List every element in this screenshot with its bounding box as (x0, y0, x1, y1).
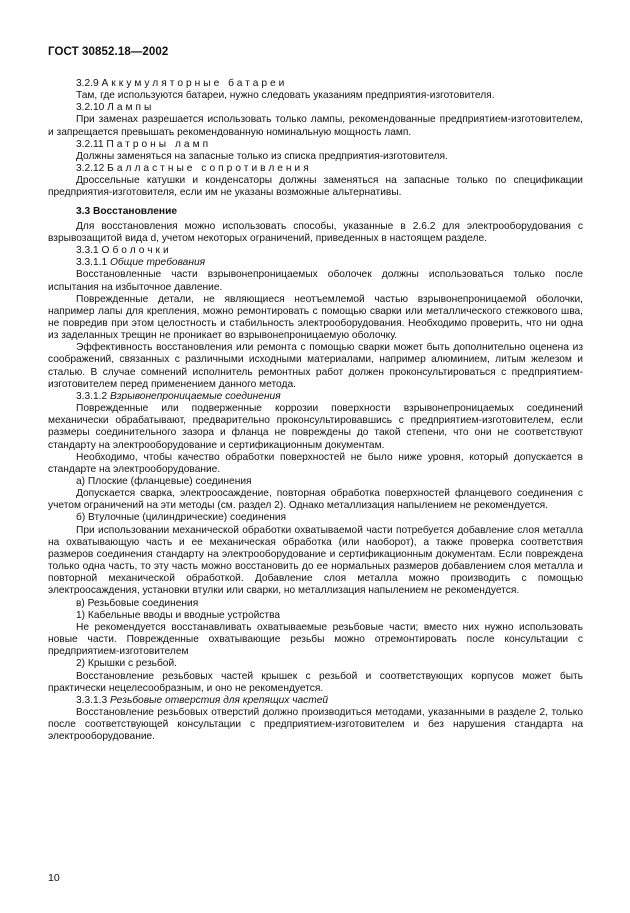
paragraph: Для восстановления можно использовать способы, указанные в 2.6.2 для электрооборудования с взрывозащитой вида d, учетом некоторых ограничений, приведенных в настоящем разделе. (48, 220, 583, 244)
paragraph: Дроссельные катушки и конденсаторы должны заменяться на запасные только по спецификации предприятия-изготовителя, если им не указаны возможные альтернативы. (48, 175, 583, 199)
list-item: а) Плоские (фланцевые) соединения (76, 476, 252, 487)
paragraph: При использовании механической обработки охватываемой части потребуется добавление слоя металла на охватывающую часть и ее механическая обработка (или наоборот), а также проверка соответствия размеров соединения стандарту на электрооборудование и сертификационным документам. Если повреждена только одна часть, то эту часть можно восстановить до ее нормальных размеров добавлением слоя металла и повторной механической обработкой. Добавление слоя металла можно производить с помощью электроосаждения, установки втулки или сварки, но металлизация напылением не рекомендуется. (48, 524, 583, 597)
subsection-heading: 3.2.10 Лампы (76, 102, 155, 114)
list-item: в) Резьбовые соединения (76, 597, 199, 609)
paragraph: Там, где используются батареи, нужно следовать указаниям предприятия-изготовителя. (76, 90, 495, 102)
page-number: 10 (48, 872, 60, 884)
subsection-heading: 3.3.1.3 Резьбовые отверстия для крепящих частей (76, 694, 329, 706)
paragraph: Восстановленные части взрывонепроницаемых оболочек должны использоваться только после испытания на избыточное давление. (48, 269, 583, 293)
paragraph: Допускается сварка, электроосаждение, повторная обработка поверхностей фланцевого соединения с учетом ограничений на эти методы (см. раздел 2). Однако металлизация напылением не рекомендуется. (48, 488, 583, 512)
section-heading: 3.3 Восстановление (76, 205, 178, 217)
subsection-heading: 3.3.1.1 Общие требования (76, 257, 206, 269)
paragraph: Восстановление резьбовых частей крышек с резьбой и соответствующих корпусов может быть практически нецелесообразным, и оно не рекомендуется. (48, 670, 583, 694)
paragraph: Необходимо, чтобы качество обработки поверхностей не было ниже уровня, который допускается в стандарте на электрооборудование. (48, 451, 583, 475)
paragraph: Эффективность восстановления или ремонта с помощью сварки может быть дополнительно оценена из соображений, связанных с различными исходными материалами, например алюминием, литым железом и сталью. В случае сомнений исполнитель ремонтных работ должен проконсультироваться с предприятием-изготовителем перед применением данного метода. (48, 342, 583, 390)
paragraph: Поврежденные или подверженные коррозии поверхности взрывонепроницаемых соединений механически обрабатывают, предварительно проконсультировавшись с предприятием-изготовителем, если размеры соединительного зазора и фланца не повреждены до такой степени, что они не соответствуют стандарту на электрооборудование и сертификационным документам. (48, 403, 583, 451)
subsection-heading: 3.2.9 Аккумуляторные батареи (76, 78, 288, 89)
list-item: б) Втулочные (цилиндрические) соединения (76, 512, 287, 524)
paragraph: Не рекомендуется восстанавливать охватываемые резьбовые части; вместо них нужно использовать новые части. Поврежденные охватывающие резьбы можно отремонтировать после консультации с предприятием-изготовителем (48, 621, 583, 658)
subsection-heading: 3.3.1 Оболочки (76, 245, 172, 257)
paragraph: Поврежденные детали, не являющиеся неотъемлемой частью взрывонепроницаемой оболочки, например лапы для крепления, можно ремонтировать с помощью сварки или металлического стежкового шва, не повредив при этом целостность и стабильность электрооборудования. Необходимо проверить, что ни одна из заделанных трещин не проникает во взрывонепроницаемую оболочку. (48, 293, 583, 342)
paragraph: При заменах разрешается использовать только лампы, рекомендованные предприятием-изготовителем, и запрещается превышать рекомендованную номинальную мощность ламп. (48, 114, 583, 138)
subsection-heading: 3.2.12 Балластные сопротивления (76, 163, 312, 175)
list-item: 1) Кабельные вводы и вводные устройства (76, 609, 281, 621)
paragraph: Восстановление резьбовых отверстий должно производиться методами, указанными в разделе 2, только после соответствующей консультации с предприятием-изготовителем и без нарушения стандарта на электрооборудование. (48, 706, 583, 743)
paragraph: Должны заменяться на запасные только из списка предприятия-изготовителя. (76, 150, 448, 162)
subsection-heading: 3.3.1.2 Взрывонепроницаемые соединения (76, 390, 281, 402)
page-body (48, 78, 583, 743)
list-item: 2) Крышки с резьбой. (76, 658, 177, 670)
subsection-heading: 3.2.11 Патроны ламп (76, 138, 212, 150)
document-header: ГОСТ 30852.18—2002 (48, 46, 169, 58)
